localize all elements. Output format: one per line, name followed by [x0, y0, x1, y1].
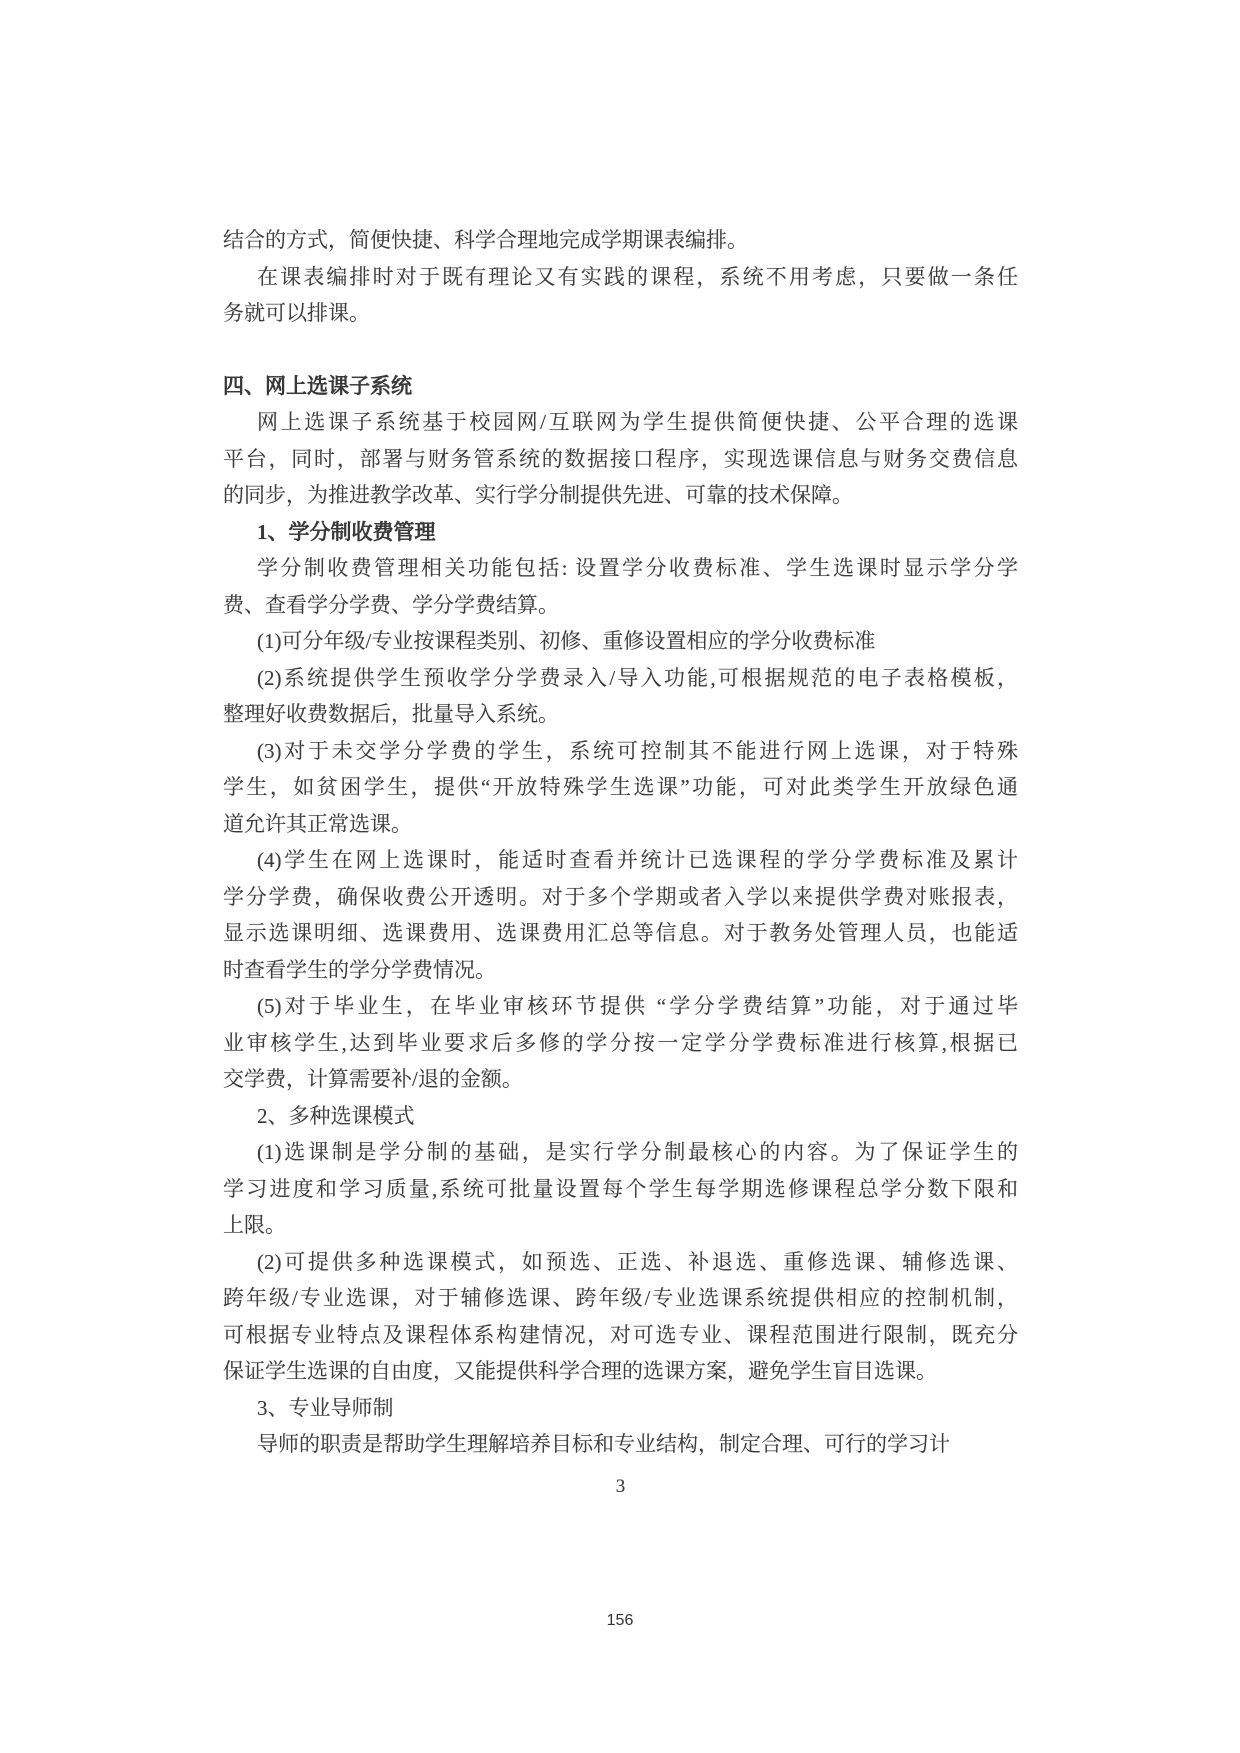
- paragraph-line: 可根据专业特点及课程体系构建情况，对可选专业、课程范围进行限制，既充分: [223, 1322, 1018, 1347]
- paragraph-line: 学生，如贫困学生，提供“开放特殊学生选课”功能，可对此类学生开放绿色通: [223, 775, 1018, 799]
- subsection-heading: 2、多种选课模式: [257, 1103, 415, 1128]
- paragraph-line: 显示选课明细、选课费用、选课费用汇总等信息。对于教务处管理人员，也能适: [223, 921, 1018, 945]
- paragraph-line: 结合的方式，简便快捷、科学合理地完成学期课表编排。: [223, 228, 748, 252]
- paragraph-line: 保证学生选课的自由度，又能提供科学合理的选课方案，避免学生盲目选课。: [223, 1359, 937, 1383]
- paragraph-line: (2)可提供多种选课模式，如预选、正选、补退选、重修选课、辅修选课、: [257, 1249, 1018, 1274]
- paragraph-line: 在课表编排时对于既有理论又有实践的课程，系统不用考虑，只要做一条任: [257, 264, 1018, 289]
- paragraph-line: 交学费，计算需要补/退的金额。: [223, 1067, 523, 1091]
- paragraph-line: (5)对于毕业生，在毕业审核环节提供 “学分学费结算”功能，对于通过毕: [257, 994, 1018, 1018]
- scan-page-number: 3: [615, 1475, 626, 1497]
- paragraph-line: 网上选课子系统基于校园网/互联网为学生提供简便快捷、公平合理的选课: [257, 410, 1018, 434]
- paragraph-line: (1)可分年级/专业按课程类别、初修、重修设置相应的学分收费标准: [257, 629, 876, 653]
- paragraph-line: 道允许其正常选课。: [223, 811, 412, 836]
- paragraph-line: 务就可以排课。: [223, 301, 370, 325]
- paragraph-line: (2)系统提供学生预收学分学费录入/导入功能,可根据规范的电子表格模板，: [257, 665, 1018, 690]
- paragraph-line: 时查看学生的学分学费情况。: [223, 957, 496, 982]
- paragraph-line: 的同步，为推进教学改革、实行学分制提供先进、可靠的技术保障。: [223, 483, 853, 507]
- paragraph-line: (1)选课制是学分制的基础，是实行学分制最核心的内容。为了保证学生的: [257, 1140, 1018, 1164]
- paragraph-line: 平台，同时，部署与财务管系统的数据接口程序，实现选课信息与财务交费信息: [223, 446, 1018, 471]
- scanned-document-body: [223, 222, 1018, 1505]
- paragraph-line: 学分学费，确保收费公开透明。对于多个学期或者入学以来提供学费对账报表，: [223, 884, 1018, 909]
- subsection-heading: 1、学分制收费管理: [257, 519, 436, 544]
- paragraph-line: 整理好收费数据后，批量导入系统。: [223, 702, 559, 726]
- paragraph-line: 导师的职责是帮助学生理解培养目标和专业结构，制定合理、可行的学习计: [257, 1432, 950, 1456]
- paragraph-line: 上限。: [223, 1213, 286, 1237]
- paragraph-line: 费、查看学分学费、学分学费结算。: [223, 592, 559, 617]
- paragraph-line: 跨年级/专业选课，对于辅修选课、跨年级/专业选课系统提供相应的控制机制，: [223, 1286, 1018, 1310]
- paragraph-line: (4)学生在网上选课时，能适时查看并统计已选课程的学分学费标准及累计: [257, 848, 1018, 872]
- paragraph-line: (3)对于未交学分学费的学生，系统可控制其不能进行网上选课，对于特殊: [257, 738, 1018, 763]
- paragraph-line: 业审核学生,达到毕业要求后多修的学分按一定学分学费标准进行核算,根据已: [223, 1030, 1018, 1055]
- paragraph-line: 学分制收费管理相关功能包括: 设置学分收费标准、学生选课时显示学分学: [257, 556, 1018, 580]
- subsection-heading: 3、专业导师制: [257, 1395, 394, 1420]
- section-heading: 四、网上选课子系统: [223, 373, 412, 398]
- footer-page-number: 156: [606, 1612, 634, 1629]
- paragraph-line: 学习进度和学习质量,系统可批量设置每个学生每学期选修课程总学分数下限和: [223, 1176, 1018, 1201]
